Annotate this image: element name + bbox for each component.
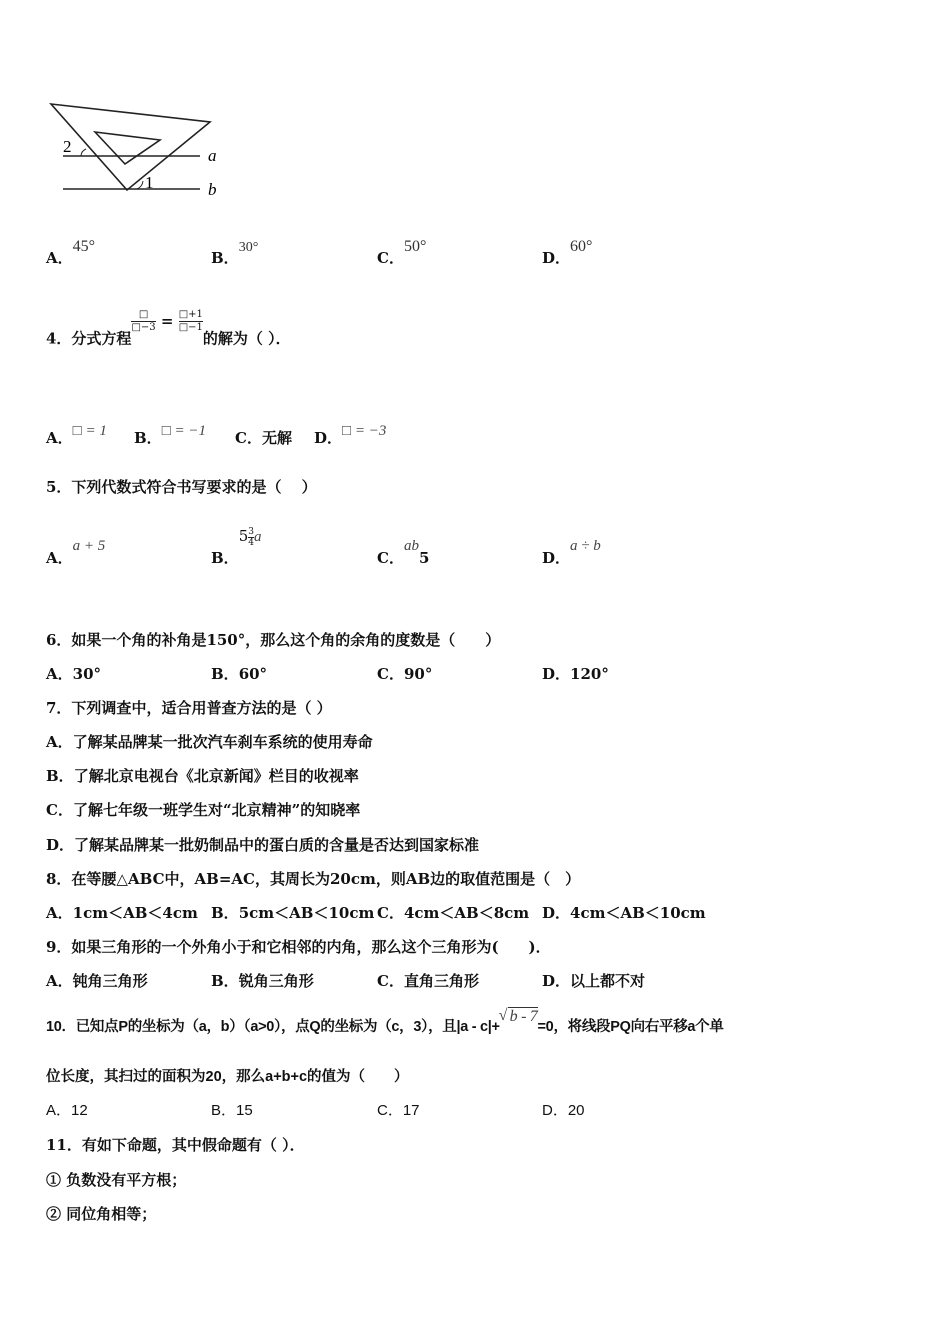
option-value: a ÷ b (570, 538, 601, 554)
option-value: 了解某品牌某一批奶制品中的蛋白质的含量是否达到国家标准 (74, 836, 480, 854)
q4-suffix: 的解为（ ）． (202, 329, 291, 348)
option-label: B． (211, 904, 239, 922)
q10-stem-line2: 位长度，其扫过的面积为20，那么a+b+c的值为（ ） (46, 1069, 409, 1085)
option-value: 50° (403, 238, 427, 255)
q4-option-d[interactable] (314, 423, 387, 449)
denominator: □−3 (131, 322, 156, 333)
option-label: A． (46, 549, 73, 567)
option-label: D． (542, 549, 571, 567)
q5-option-b[interactable] (211, 526, 262, 570)
option-value: 4cm＜AB＜8cm (403, 904, 530, 922)
line-a-label: a (208, 146, 217, 165)
q6-option-b[interactable] (211, 664, 267, 684)
denominator: □−1 (178, 322, 203, 333)
equals-sign: = (160, 311, 174, 330)
q3-figure (45, 98, 230, 203)
q10-option-a[interactable] (46, 1101, 88, 1121)
q4-stem (46, 309, 291, 352)
sqrt-icon: √ (498, 1007, 508, 1024)
option-value: 了解北京电视台《北京新闻》栏目的收视率 (73, 767, 359, 785)
q10-option-c[interactable] (377, 1101, 420, 1121)
option-label: B． (46, 767, 74, 785)
q6-stem: 6．如果一个角的补角是150°，那么这个角的余角的度数是（ ） (46, 631, 501, 649)
option-label: A． (46, 972, 73, 990)
option-label: D． (46, 836, 75, 854)
option-value: a + 5 (72, 538, 106, 554)
numerator: □ (131, 309, 155, 322)
q8-option-d[interactable] (542, 903, 706, 923)
q4-option-a[interactable] (46, 423, 107, 449)
q4-option-b[interactable] (134, 423, 206, 449)
option-label: D． (542, 972, 571, 990)
q7-option-b[interactable] (46, 766, 359, 786)
q9-option-c[interactable] (377, 971, 479, 991)
option-value: 4cm＜AB＜10cm (570, 904, 706, 922)
q11-stem: 11．有如下命题，其中假命题有（ ）． (46, 1136, 305, 1154)
option-label: C． (377, 1102, 403, 1119)
option-label: C． (377, 665, 404, 683)
q10-option-d[interactable] (542, 1101, 585, 1121)
option-label: A． (46, 1102, 72, 1119)
q10-option-b[interactable] (211, 1101, 253, 1121)
option-value: 了解某品牌某一批次汽车刹车系统的使用寿命 (72, 733, 373, 751)
option-value: 了解七年级一班学生对“北京精神”的知晓率 (72, 801, 361, 819)
option-value: 12 (71, 1102, 88, 1119)
q7-stem: 7．下列调查中，适合用普查方法的是（ ） (46, 699, 332, 717)
option-label: B． (134, 429, 162, 447)
option-label: C． (46, 801, 73, 819)
option-label: B． (211, 549, 239, 567)
option-value: □ = −1 (161, 423, 206, 439)
option-value: 1cm＜AB＜4cm (72, 904, 198, 922)
option-label: C． (377, 249, 404, 267)
q9-option-d[interactable] (542, 971, 645, 991)
option-label: C． (235, 429, 262, 447)
q9-stem: 9．如果三角形的一个外角小于和它相邻的内角，那么这个三角形为( )． (46, 938, 551, 956)
option-label: B． (211, 972, 239, 990)
option-value: 钝角三角形 (72, 972, 148, 990)
q4-prefix: 4．分式方程 (46, 329, 132, 348)
option-label: B． (211, 249, 239, 267)
option-label: D． (542, 904, 571, 922)
option-value: 45° (72, 238, 96, 255)
mixed-number (238, 526, 262, 548)
q6-option-a[interactable] (46, 664, 101, 684)
q4-option-c[interactable] (235, 428, 292, 448)
q3-option-b[interactable] (211, 240, 259, 270)
q10-stem (46, 1007, 724, 1037)
lhs-fraction (131, 309, 155, 334)
q3-option-c[interactable] (377, 238, 427, 269)
option-label: D． (314, 429, 343, 447)
q9-option-a[interactable] (46, 971, 148, 991)
option-value: ab (403, 538, 419, 554)
option-value: □ = −3 (342, 423, 387, 439)
whole-part: 5 (238, 527, 249, 545)
option-value: 5cm＜AB＜10cm (238, 904, 375, 922)
option-value: 直角三角形 (403, 972, 479, 990)
option-value: 无解 (261, 429, 292, 447)
q9-option-b[interactable] (211, 971, 314, 991)
q8-option-a[interactable] (46, 903, 198, 923)
option-value: 锐角三角形 (238, 972, 314, 990)
option-label: D． (542, 249, 571, 267)
rhs-fraction (179, 309, 203, 334)
sqrt-expression (498, 1007, 538, 1025)
option-extra: 5 (418, 549, 430, 567)
option-value: 120° (570, 665, 609, 683)
q7-option-a[interactable] (46, 732, 373, 752)
option-label: C． (377, 549, 404, 567)
denominator: 4 (248, 537, 254, 548)
option-label: A． (46, 429, 73, 447)
numerator: □+1 (178, 309, 203, 320)
q3-option-a[interactable] (46, 238, 96, 269)
q4-equation (131, 309, 203, 333)
q5-option-d[interactable] (542, 538, 601, 569)
small-triangle (95, 132, 160, 164)
q5-option-a[interactable] (46, 538, 106, 569)
option-value: 15 (236, 1102, 253, 1119)
q3-option-d[interactable] (542, 238, 593, 269)
q5-stem: 5．下列代数式符合书写要求的是（ ） (46, 478, 317, 496)
option-value: 60° (570, 238, 593, 255)
option-value: 30° (238, 240, 259, 255)
option-value: 17 (402, 1102, 420, 1119)
option-label: D． (542, 1102, 568, 1119)
option-value: 90° (403, 665, 433, 683)
q11-item: ① 负数没有平方根； (46, 1171, 187, 1189)
option-label: D． (542, 665, 571, 683)
option-label: A． (46, 665, 73, 683)
q10-stem-part2: =0，将线段PQ向右平移a个单 (537, 1019, 724, 1035)
q6-option-d[interactable] (542, 664, 609, 684)
numerator: 3 (248, 526, 254, 537)
q6-option-c[interactable] (377, 664, 432, 684)
q7-option-d[interactable] (46, 835, 479, 855)
option-value: □ = 1 (72, 423, 107, 439)
q8-stem: 8．在等腰△ABC中，AB=AC，其周长为20cm，则AB边的取值范围是（ ） (46, 870, 581, 888)
option-label: C． (377, 904, 404, 922)
q7-option-c[interactable] (46, 800, 360, 820)
option-value: 30° (72, 665, 102, 683)
option-label: A． (46, 733, 73, 751)
variable: a (253, 529, 262, 545)
option-value: 以上都不对 (570, 972, 646, 990)
q8-option-c[interactable] (377, 903, 529, 923)
sqrt-radicand: b - 7 (509, 1008, 538, 1025)
option-label: B． (211, 1102, 237, 1119)
angle-2-label: 2 (63, 137, 72, 156)
option-label: A． (46, 904, 73, 922)
option-value: 60° (238, 665, 268, 683)
q5-option-c[interactable] (377, 538, 430, 569)
large-triangle (51, 104, 210, 190)
angle-1-label: 1 (145, 173, 154, 192)
option-label: A． (46, 249, 73, 267)
option-label: B． (211, 665, 239, 683)
q11-item: ② 同位角相等； (46, 1205, 157, 1223)
option-label: C． (377, 972, 404, 990)
line-b-label: b (208, 180, 217, 199)
option-value: 20 (567, 1102, 585, 1119)
q8-option-b[interactable] (211, 903, 374, 923)
q10-stem-part1: 10．已知点P的坐标为（a，b）（a>0），点Q的坐标为（c，3），且|a - c|+ (46, 1019, 500, 1035)
